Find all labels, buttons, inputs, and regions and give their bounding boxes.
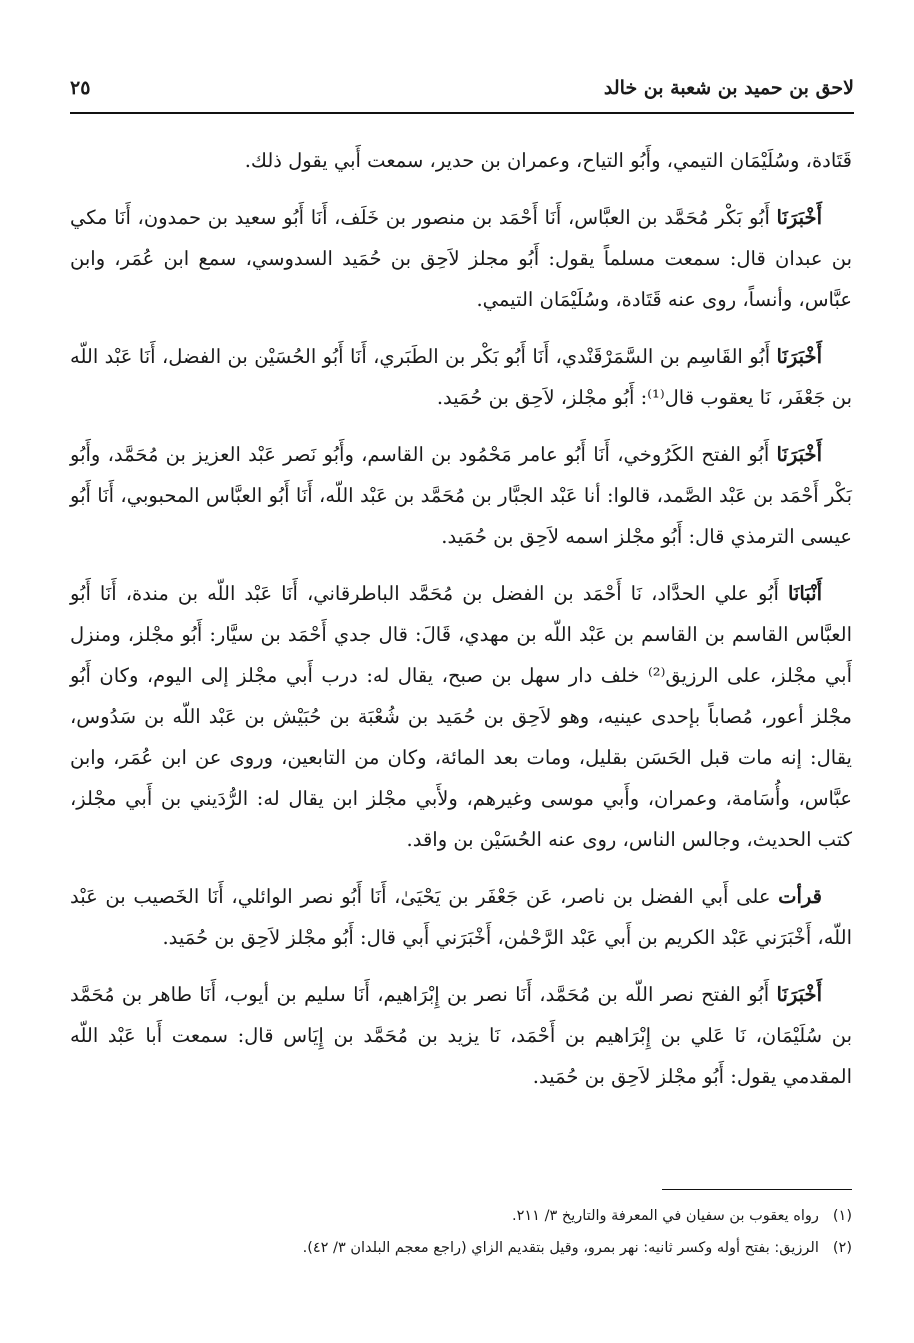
- paragraph: [70, 197, 852, 320]
- paragraph: [70, 434, 852, 557]
- paragraph-keyword: أَخْبَرَنَا: [776, 345, 822, 368]
- page-number: ٢٥: [70, 77, 91, 99]
- paragraph: [70, 140, 852, 181]
- paragraph-keyword: أَخْبَرَنَا: [776, 206, 822, 229]
- footnote-rule: [662, 1189, 852, 1190]
- footnote: [70, 1232, 852, 1264]
- paragraph-text: على أَبي الفضل بن ناصر، عَن جَعْفَر بن يَحْيَىٰ، أَنَا أَبُو نصر الوائلي، أَنَا الخَصيب بن عَبْد اللّه، أَخْبَرَني عَبْد الكريم بن أَبي عَبْد الرَّحْمٰن، أَخْبَرَني أَبي قال: أَبُو مجْلز لاَحِق بن حُمَيد.: [70, 885, 852, 949]
- page-header: [70, 70, 854, 106]
- paragraph: [70, 336, 852, 418]
- paragraph-text: أَبُو الفتح نصر اللّه بن مُحَمَّد، أَنَا نصر بن إِبْرَاهيم، أَنَا سليم بن أيوب، أَنَا طاهر بن مُحَمَّد بن سُلَيْمَان، نَا عَلي بن إِبْرَاهيم بن أَحْمَد، نَا يزيد بن مُحَمَّد بن إِيَاس قال: سمعت أَبا عَبْد اللّه المقدمي يقول: أَبُو مجْلز لاَحِق بن حُمَيد.: [70, 983, 852, 1088]
- paragraph-text: أَبُو الفتح الكَرُوخي، أَنَا أَبُو عامر مَحْمُود بن القاسم، وأَبُو نَصر عَبْد العزيز بن مُحَمَّد، وأَبُو بَكْر أَحْمَد بن عَبْد الصَّمد، قالوا: أنا عَبْد الجبَّار بن مُحَمَّد بن عَبْد اللّه، أَنَا أَبُو العبَّاس المحبوبي، أَنَا أَبُو عيسى الترمذي قال: أَبُو مجْلز اسمه لاَحِق بن حُمَيد.: [70, 443, 852, 548]
- header-rule: [70, 112, 854, 114]
- paragraph-text: قَتَادة، وسُلَيْمَان التيمي، وأَبُو التياح، وعمران بن حدير، سمعت أَبي يقول ذلك.: [244, 149, 852, 172]
- paragraph-keyword: أَخْبَرَنَا: [776, 983, 822, 1006]
- footnote-number: (٢): [832, 1240, 852, 1256]
- paragraph-keyword: أَخْبَرَنَا: [776, 443, 822, 466]
- paragraph-keyword: قرأت: [778, 885, 822, 908]
- footnotes: [70, 1200, 852, 1264]
- paragraph-text: أَبُو القَاسِم بن السَّمَرْقَنْدي، أَنَا أَبُو بَكْر بن الطَبَري، أَنَا أَبُو الحُسَيْن بن الفضل، أَنَا عَبْد اللّه بن جَعْفَر، نَا يعقوب قال⁽¹⁾: أَبُو مجْلز، لاَحِق بن حُمَيد.: [70, 345, 852, 409]
- running-title: لاحق بن حميد بن شعبة بن خالد: [603, 77, 854, 99]
- main-text: [70, 140, 852, 1113]
- paragraph-text: أَبُو علي الحدَّاد، نَا أَحْمَد بن الفضل بن مُحَمَّد الباطرقاني، أَنَا عَبْد اللّه بن مندة، أَنَا أَبُو العبَّاس القاسم بن القاسم بن عَبْد اللّه بن مهدي، قَالَ: قال جدي أَحْمَد بن سيَّار: أَبُو مجْلز، ومنزل أَبي مجْلز، على الرزيق⁽²⁾ خلف دار سهل بن صبح، يقال له: درب أَبي مجْلز إلى اليوم، وكان أَبُو مجْلز أعور، مُصاباً بإحدى عينيه، وهو لاَحِق بن حُمَيد بن شُعْبَة بن حُبَيْش بن عَبْد اللّه بن سَدُوس، يقال: إنه مات قبل الحَسَن بقليل، ومات بعد المائة، وكان من التابعين، وروى عن ابن عُمَر، وابن عبَّاس، وأُسَامة، وعمران، وأَبي موسى وغيرهم، ولأَبي مجْلز ابن يقال له: الرُّدَيني بن أَبي مجْلز، كتب الحديث، وجالس الناس، روى عنه الحُسَيْن بن واقد.: [70, 582, 852, 851]
- paragraph: [70, 974, 852, 1097]
- paragraph: [70, 876, 852, 958]
- footnote-number: (١): [832, 1208, 852, 1224]
- footnote: [70, 1200, 852, 1232]
- paragraph: [70, 573, 852, 860]
- footnote-text: الرزيق: بفتح أوله وكسر ثانيه: نهر بمرو، وقيل بتقديم الزاي (راجع معجم البلدان ٣/ ٤٢).: [302, 1240, 819, 1256]
- paragraph-text: أَبُو بَكْر مُحَمَّد بن العبَّاس، أَنَا أَحْمَد بن منصور بن خَلَف، أَنَا أَبُو سعيد بن حمدون، أَنَا مكي بن عبدان قال: سمعت مسلماً يقول: أَبُو مجلز لاَحِق بن حُمَيد السدوسي، سمع ابن عُمَر، وابن عبَّاس، وأنساً، روى عنه قَتَادة، وسُلَيْمَان التيمي.: [70, 206, 852, 311]
- footnote-text: رواه يعقوب بن سفيان في المعرفة والتاريخ ٣/ ٢١١.: [511, 1208, 819, 1224]
- paragraph-keyword: أَنْبَانَا: [787, 582, 822, 605]
